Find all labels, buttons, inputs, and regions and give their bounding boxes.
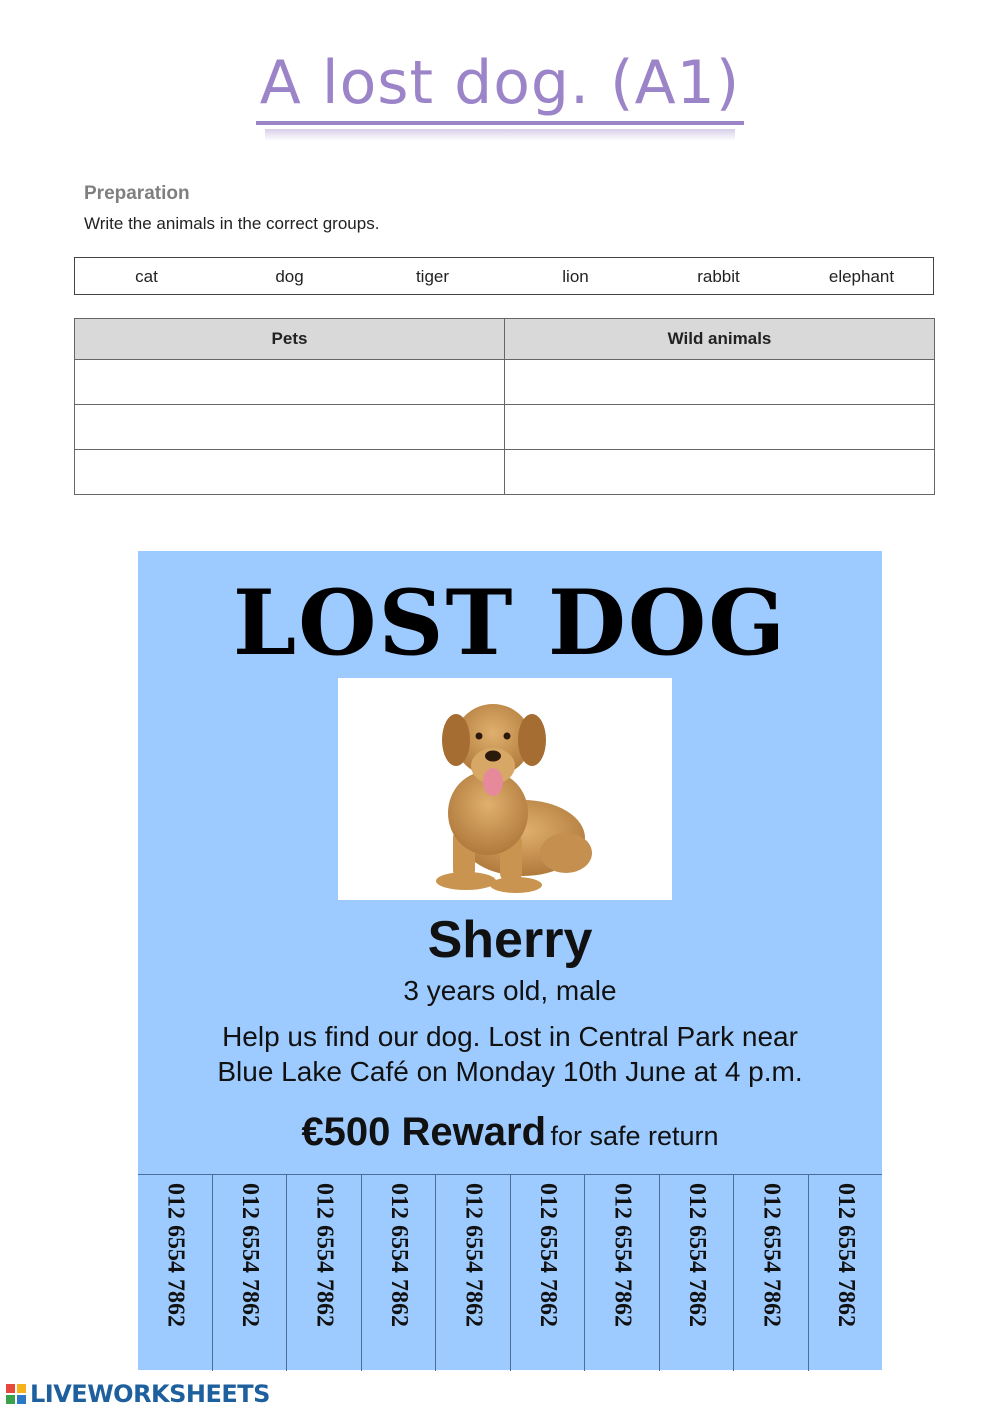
reward-note: for safe return (550, 1121, 719, 1151)
word-bank-item: elephant (828, 267, 895, 286)
tear-off-phone: 012 6554 7862 (236, 1183, 263, 1327)
tear-off-tab (286, 1175, 361, 1371)
tear-off-tab (138, 1175, 212, 1371)
logo-square (17, 1384, 26, 1393)
tear-off-phone: 012 6554 7862 (758, 1183, 785, 1327)
table-row (75, 360, 935, 405)
tear-off-tab (733, 1175, 808, 1371)
preparation-heading: Preparation (84, 183, 190, 204)
table-header-row (75, 319, 935, 360)
tear-off-phone: 012 6554 7862 (534, 1183, 561, 1327)
table-row (75, 405, 935, 450)
tear-off-strips (138, 1174, 882, 1371)
dog-photo-frame (338, 678, 672, 900)
tear-off-tab (510, 1175, 585, 1371)
answer-cell-pets-1[interactable] (75, 360, 505, 405)
tear-off-phone: 012 6554 7862 (162, 1183, 189, 1327)
word-bank-item: cat (135, 267, 158, 286)
answer-cell-wild-3[interactable] (505, 450, 935, 495)
tear-off-phone: 012 6554 7862 (311, 1183, 338, 1327)
word-bank-item: lion (562, 267, 589, 286)
poster-heading: LOST DOG (232, 570, 788, 676)
tear-off-tab (361, 1175, 436, 1371)
tear-off-tab (212, 1175, 287, 1371)
logo-square (17, 1395, 26, 1404)
liveworksheets-logo[interactable] (6, 1380, 270, 1408)
dog-info: 3 years old, male (403, 975, 617, 1006)
tear-off-phone: 012 6554 7862 (385, 1183, 412, 1327)
column-header-pets: Pets (75, 319, 505, 360)
lost-dog-poster (138, 551, 882, 1370)
page-title: A lost dog. (A1) (256, 45, 744, 125)
title-area (0, 45, 1000, 141)
word-bank-item: dog (275, 267, 304, 286)
description-line-1: Help us find our dog. Lost in Central Park near (222, 1021, 798, 1052)
title-reflection (265, 129, 735, 141)
logo-square (6, 1384, 15, 1393)
tear-off-tab (808, 1175, 883, 1371)
answer-cell-pets-3[interactable] (75, 450, 505, 495)
description-line-2: Blue Lake Café on Monday 10th June at 4 p.m. (217, 1056, 803, 1087)
tear-off-phone: 012 6554 7862 (460, 1183, 487, 1327)
answer-cell-pets-2[interactable] (75, 405, 505, 450)
tear-off-tab (435, 1175, 510, 1371)
tear-off-phone: 012 6554 7862 (609, 1183, 636, 1327)
reward-line (138, 1107, 882, 1166)
answer-cell-wild-2[interactable] (505, 405, 935, 450)
logo-text: LIVEWORKSHEETS (30, 1380, 270, 1408)
reward-amount: €500 Reward (301, 1110, 547, 1154)
word-bank (74, 257, 934, 295)
dog-name: Sherry (427, 911, 593, 969)
word-bank-item: rabbit (697, 267, 740, 286)
column-header-wild-animals: Wild animals (505, 319, 935, 360)
tear-off-tab (659, 1175, 734, 1371)
logo-square (6, 1395, 15, 1404)
word-bank-item: tiger (415, 267, 450, 286)
dog-photo-icon (338, 678, 672, 900)
table-row (75, 450, 935, 495)
preparation-instruction: Write the animals in the correct groups. (84, 214, 380, 233)
animal-groups-table (74, 318, 935, 495)
dog-description (178, 1019, 842, 1089)
logo-squares-icon (6, 1384, 26, 1404)
tear-off-tab (584, 1175, 659, 1371)
answer-cell-wild-1[interactable] (505, 360, 935, 405)
tear-off-phone: 012 6554 7862 (683, 1183, 710, 1327)
tear-off-phone: 012 6554 7862 (832, 1183, 859, 1327)
